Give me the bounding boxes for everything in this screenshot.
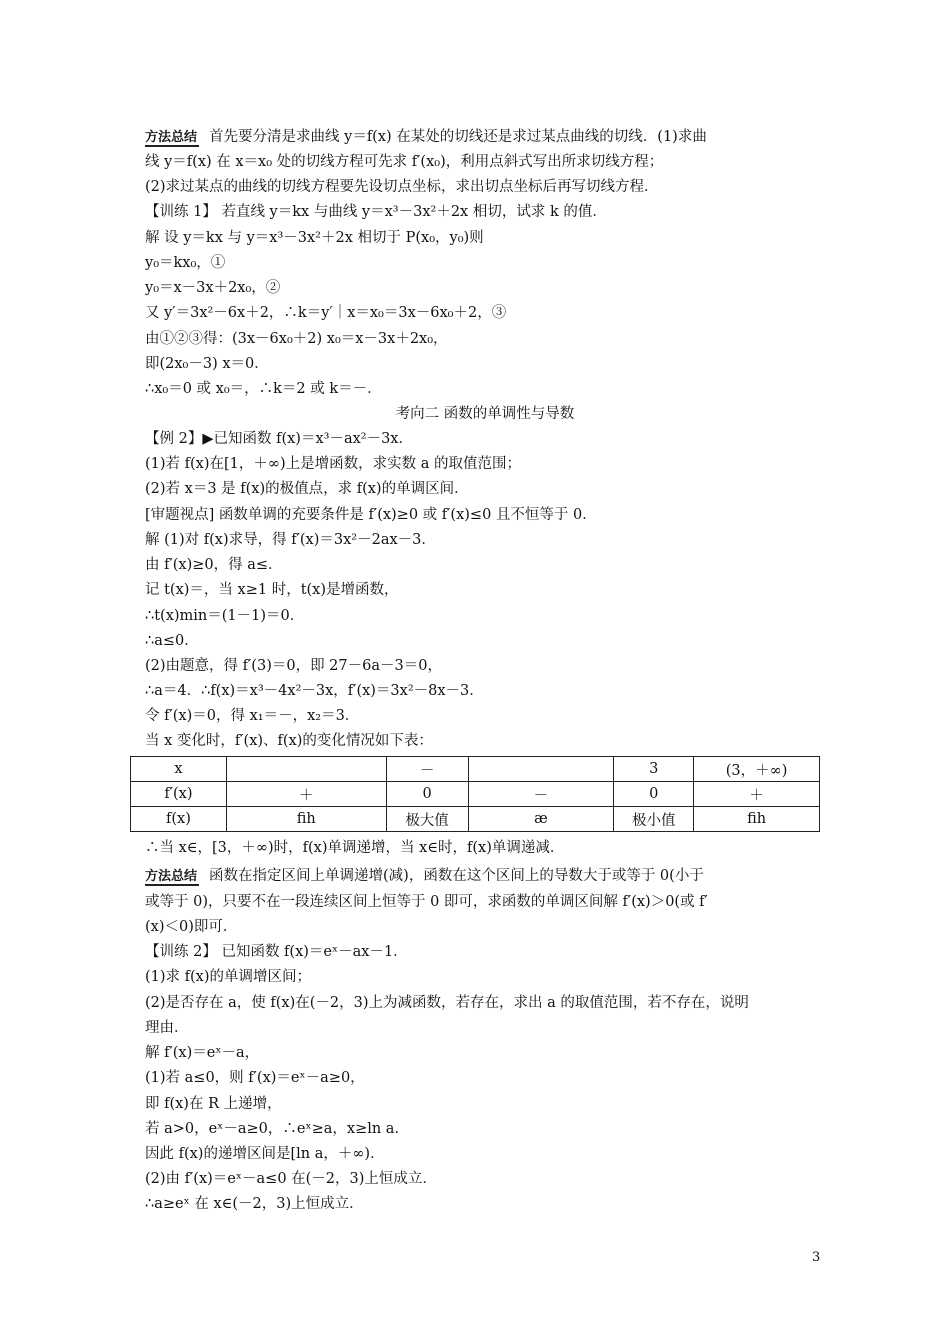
variation-table bbox=[130, 756, 820, 832]
table-cell: ﬁh bbox=[226, 807, 386, 832]
summary1-line-2: 线 y＝f(x) 在 x＝x₀ 处的切线方程可先求 f′(x₀)，利用点斜式写出所求切线方程； bbox=[145, 154, 664, 170]
summary2-line: 或等于 0)，只要不在一段连续区间上恒等于 0 即可，求函数的单调区间解 f′(x)＞0(或 f′ bbox=[145, 894, 708, 910]
train1-line: 由①②③得：(3x－6x₀＋2) x₀＝x－3x＋2x₀， bbox=[145, 331, 448, 347]
table-row bbox=[131, 757, 820, 782]
example2-line: ∴a≤0． bbox=[145, 633, 199, 649]
section-title: 考向二 函数的单调性与导数 bbox=[395, 406, 575, 422]
train2-line: (2)由 f′(x)＝eˣ－a≤0 在(－2，3)上恒成立． bbox=[145, 1171, 437, 1187]
example2-line: 当 x 变化时，f′(x)、f(x)的变化情况如下表： bbox=[145, 733, 433, 749]
train2-line: (1)若 a≤0，则 f′(x)＝eˣ－a≥0， bbox=[145, 1070, 365, 1086]
example2-line: ∴a＝4．∴f(x)＝x³－4x²－3x，f′(x)＝3x²－8x－3． bbox=[145, 683, 484, 699]
table-cell bbox=[226, 757, 386, 782]
example2-line: ∴t(x)min＝(1－1)＝0． bbox=[145, 608, 305, 624]
after-table-line: ∴当 x∈，[3，＋∞)时，f(x)单调递增，当 x∈时，f(x)单调递减． bbox=[145, 840, 565, 856]
table-cell: ＋ bbox=[226, 782, 386, 807]
example2-line: 记 t(x)＝，当 x≥1 时，t(x)是增函数， bbox=[145, 582, 399, 598]
example2-line: 由 f′(x)≥0，得 a≤． bbox=[145, 557, 283, 573]
example2-line: 【例 2】▶已知函数 f(x)＝x³－ax²－3x． bbox=[145, 431, 413, 447]
summary1-line-3: (2)求过某点的曲线的切线方程要先设切点坐标，求出切点坐标后再写切线方程． bbox=[145, 179, 659, 195]
train1-line: y₀＝x－3x＋2x₀，② bbox=[145, 280, 281, 296]
table-cell: x bbox=[131, 757, 227, 782]
train1-line: ∴x₀＝0 或 x₀＝，∴k＝2 或 k＝－． bbox=[145, 381, 382, 397]
train1-line: y₀＝kx₀，① bbox=[145, 255, 226, 271]
table-cell: ﬁh bbox=[694, 807, 820, 832]
train2-line: (1)求 f(x)的单调增区间； bbox=[145, 969, 312, 985]
table-cell: 0 bbox=[614, 782, 694, 807]
example2-line: (1)若 f(x)在[1，＋∞)上是增函数，求实数 a 的取值范围； bbox=[145, 456, 521, 472]
summary2-line-1 bbox=[145, 866, 825, 887]
example2-line: (2)若 x＝3 是 f(x)的极值点，求 f(x)的单调区间． bbox=[145, 481, 469, 497]
train2-line: 解 f′(x)＝eˣ－a， bbox=[145, 1045, 260, 1061]
page-number: 3 bbox=[812, 1250, 821, 1265]
summary2-line: (x)＜0)即可． bbox=[145, 919, 238, 935]
table-cell: 0 bbox=[386, 782, 468, 807]
table-cell: 极小值 bbox=[614, 807, 694, 832]
table-cell: (3，＋∞) bbox=[694, 757, 820, 782]
train1-line: 解 设 y＝kx 与 y＝x³－3x²＋2x 相切于 P(x₀，y₀)则 bbox=[145, 230, 484, 246]
summary2-text: 函数在指定区间上单调递增(减)，函数在这个区间上的导数大于或等于 0(小于 bbox=[209, 868, 704, 884]
example2-line: 令 f′(x)＝0，得 x₁＝－，x₂＝3． bbox=[145, 708, 360, 724]
table-cell: f(x) bbox=[131, 807, 227, 832]
table-cell: æ bbox=[468, 807, 614, 832]
train1-line: 即(2x₀－3) x＝0． bbox=[145, 356, 269, 372]
table-cell: 3 bbox=[614, 757, 694, 782]
table-cell: ＋ bbox=[694, 782, 820, 807]
train1-line: 【训练 1】 若直线 y＝kx 与曲线 y＝x³－3x²＋2x 相切，试求 k 的值． bbox=[145, 204, 607, 220]
table-row bbox=[131, 782, 820, 807]
train2-line: 【训练 2】 已知函数 f(x)＝eˣ－ax－1． bbox=[145, 944, 408, 960]
train2-line: 即 f(x)在 R 上递增， bbox=[145, 1096, 282, 1112]
method-summary-tag: 方法总结 bbox=[145, 130, 198, 145]
train1-line: 又 y′＝3x²－6x＋2，∴k＝y′｜x＝x₀＝3x－6x₀＋2，③ bbox=[145, 305, 507, 321]
table-cell: f′(x) bbox=[131, 782, 227, 807]
train2-line: 若 a>0，eˣ－a≥0，∴eˣ≥a，x≥ln a． bbox=[145, 1121, 409, 1137]
train2-line: 理由． bbox=[145, 1020, 189, 1036]
table-cell: － bbox=[386, 757, 468, 782]
example2-line: 解 (1)对 f(x)求导，得 f′(x)＝3x²－2ax－3． bbox=[145, 532, 436, 548]
example2-line: [审题视点] 函数单调的充要条件是 f′(x)≥0 或 f′(x)≤0 且不恒等于 0． bbox=[145, 507, 597, 523]
summary1-line-1 bbox=[145, 127, 825, 148]
table-cell: 极大值 bbox=[386, 807, 468, 832]
example2-line: (2)由题意，得 f′(3)＝0，即 27－6a－3＝0， bbox=[145, 658, 442, 674]
table-cell bbox=[468, 757, 614, 782]
train2-line: ∴a≥eˣ 在 x∈(－2，3)上恒成立． bbox=[145, 1196, 364, 1212]
train2-line: 因此 f(x)的递增区间是[ln a，＋∞)． bbox=[145, 1146, 385, 1162]
table-cell: － bbox=[468, 782, 614, 807]
summary1-text: 首先要分清是求曲线 y＝f(x) 在某处的切线还是求过某点曲线的切线．(1)求曲 bbox=[209, 129, 707, 145]
table-row bbox=[131, 807, 820, 832]
train2-line: (2)是否存在 a，使 f(x)在(－2，3)上为减函数，若存在，求出 a 的取值范围，若不存在，说明 bbox=[145, 995, 749, 1011]
method-summary-tag: 方法总结 bbox=[145, 869, 198, 884]
